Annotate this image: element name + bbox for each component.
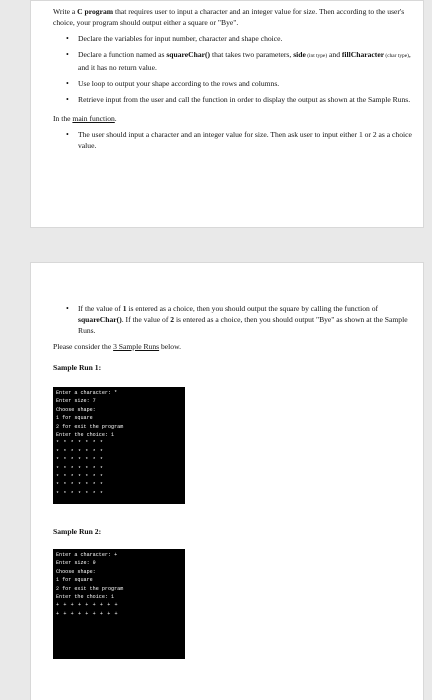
terminal-line: Enter a character: + — [56, 552, 118, 558]
terminal-line: Enter a character: * — [56, 390, 118, 396]
sample-run-1-terminal — [53, 387, 185, 504]
square-row: + + + + + + + + + — [56, 610, 119, 617]
main-function-link: main function — [72, 114, 115, 123]
document-page-2 — [30, 262, 424, 700]
terminal-line: 1 for square — [56, 577, 93, 584]
terminal-line: Enter the choice: 1 — [56, 594, 115, 601]
main-function-list — [53, 129, 413, 151]
sample-runs-link: 3 Sample Runs — [113, 342, 160, 351]
sample-run-1-title: Sample Run 1: — [53, 363, 102, 372]
square-row: * * * * * * * — [56, 448, 104, 455]
square-row: + + + + + + + + + — [56, 602, 119, 609]
terminal-line: 2 for exit the program — [56, 423, 124, 430]
square-row: * * * * * * * — [56, 457, 104, 464]
square-row: * * * * * * * — [56, 474, 104, 481]
list-item: • Declare the variables for input number, character and shape choice. — [78, 33, 413, 44]
square-row: * * * * * * * — [56, 440, 104, 447]
square-row: * * * * * * * — [56, 482, 104, 489]
choice-list — [53, 303, 413, 336]
consider-paragraph: Please consider the 3 Sample Runs below. — [53, 342, 181, 351]
sample-run-2-terminal — [53, 549, 185, 659]
terminal-line: Enter size: 9 — [56, 560, 96, 567]
terminal-line: 2 for exit the program — [56, 585, 124, 592]
sample-run-2-title: Sample Run 2: — [53, 527, 102, 536]
list-item: • Retrieve input from the user and call the function in order to display the output as shown at the Sample Runs. — [78, 94, 413, 105]
square-row: * * * * * * * — [56, 465, 104, 472]
intro-paragraph: Write a C program that requires user to input a character and an integer value for size. Then according to the user's choice, your program should output either a square or "Bye". — [53, 7, 405, 27]
terminal-line: Choose shape: — [56, 406, 96, 413]
terminal-line: Enter size: 7 — [56, 398, 96, 405]
list-item: • Declare a function named as squareChar() that takes two parameters, side (int type) and fillCharacter (char type), and it has no return value. — [78, 49, 413, 73]
document-page-1 — [30, 0, 424, 228]
terminal-line: 1 for square — [56, 415, 93, 422]
terminal-line: Enter the choice: 1 — [56, 432, 115, 439]
terminal-line: Choose shape: — [56, 568, 96, 575]
list-item: • The user should input a character and an integer value for size. Then ask user to input either 1 or 2 as a choice value. — [78, 129, 413, 151]
list-item: • If the value of 1 is entered as a choice, then you should output the square by calling the function of squareChar(). If the value of 2 is entered as a choice, then you should output "Bye" as shown at the Sample Runs. — [78, 303, 413, 336]
square-row: * * * * * * * — [56, 490, 104, 497]
main-function-heading: In the main function. — [53, 114, 117, 123]
requirements-list — [53, 33, 413, 105]
c-program-bold: C program — [77, 7, 114, 16]
list-item: • Use loop to output your shape according to the rows and columns. — [78, 78, 413, 89]
